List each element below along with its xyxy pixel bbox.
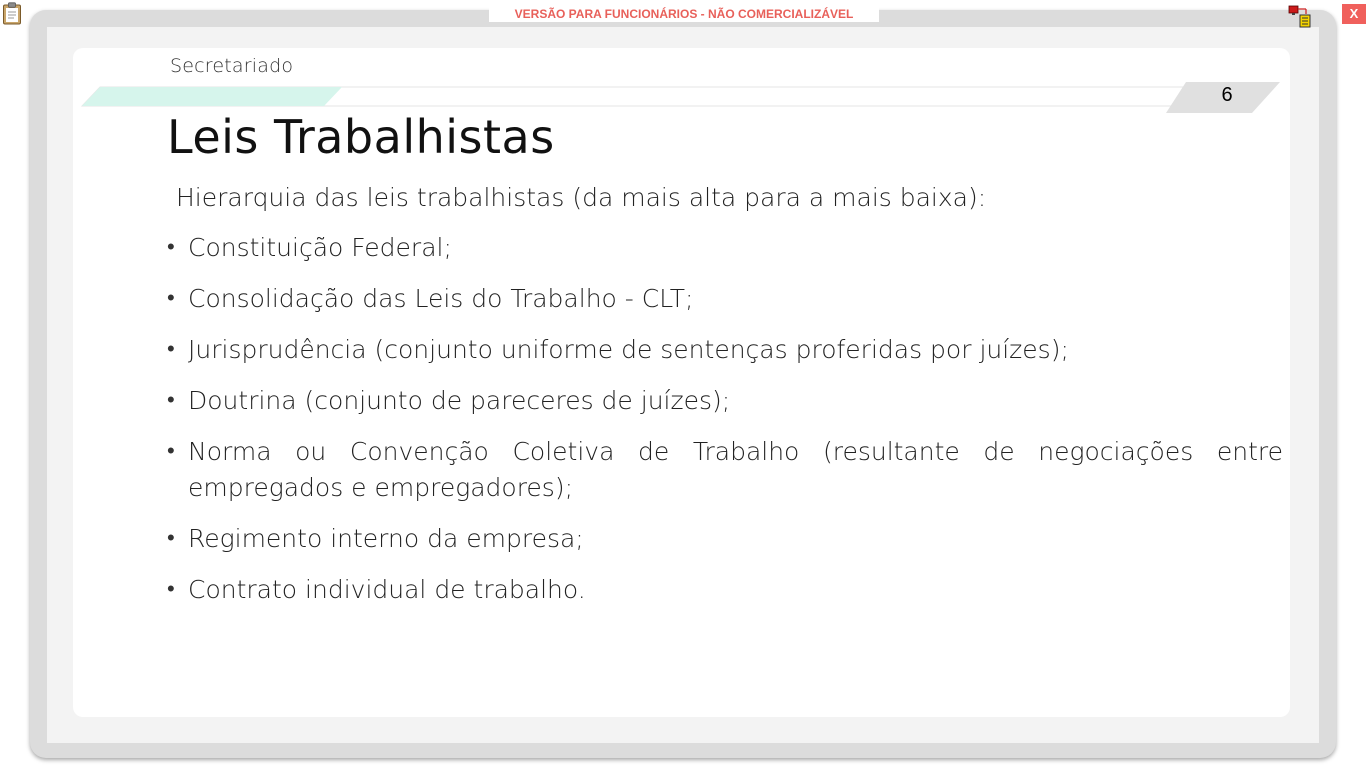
- list-item: [167, 230, 1283, 266]
- list-item-text: Regimento interno da empresa;: [188, 524, 584, 553]
- slide-intro: Hierarquia das leis trabalhistas (da mais alta para a mais baixa):: [176, 183, 987, 212]
- bullet-icon: •: [167, 235, 175, 260]
- list-item-text: Contrato individual de trabalho.: [188, 575, 586, 604]
- section-label: Secretariado: [170, 55, 294, 77]
- list-item: [167, 521, 1283, 557]
- watermark-banner: VERSÃO PARA FUNCIONÁRIOS - NÃO COMERCIALIZÁVEL: [489, 6, 879, 22]
- list-item-text: Doutrina (conjunto de pareceres de juízes);: [188, 386, 731, 415]
- bullet-icon: •: [167, 526, 175, 551]
- slide-title: Leis Trabalhistas: [167, 110, 555, 164]
- list-item: [167, 281, 1283, 317]
- network-status-icon[interactable]: [1288, 4, 1314, 28]
- law-hierarchy-list: [167, 230, 1283, 623]
- list-item: [167, 434, 1283, 506]
- list-item: [167, 383, 1283, 419]
- list-item: [167, 332, 1283, 368]
- list-item-text: Consolidação das Leis do Trabalho - CLT;: [188, 284, 694, 313]
- bullet-icon: •: [167, 439, 175, 464]
- list-item: [167, 572, 1283, 608]
- list-item-text: Constituição Federal;: [188, 233, 452, 262]
- bullet-icon: •: [167, 388, 175, 413]
- close-button[interactable]: X: [1342, 4, 1366, 24]
- list-item-text: Norma ou Convenção Coletiva de Trabalho (resultante de negociações entre empregados e empregadores);: [188, 437, 1283, 502]
- clipboard-icon[interactable]: [2, 2, 22, 25]
- bullet-icon: •: [167, 286, 175, 311]
- bullet-icon: •: [167, 577, 175, 602]
- bullet-icon: •: [167, 337, 175, 362]
- list-item-text: Jurisprudência (conjunto uniforme de sentenças proferidas por juízes);: [188, 335, 1069, 364]
- page-number: 6: [1221, 84, 1233, 106]
